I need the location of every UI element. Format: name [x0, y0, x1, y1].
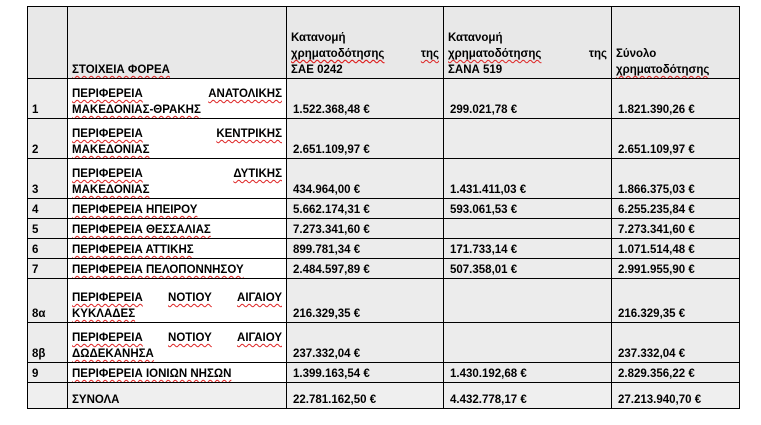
organization-name — [68, 219, 287, 239]
header-total-funding — [612, 7, 740, 79]
organization-name-word: ΔΥΤΙΚΗΣ — [233, 168, 282, 180]
organization-name-line: ΠΕΡΙΦΕΡΕΙΑ ΘΕΣΣΑΛΙΑΣ — [72, 224, 211, 236]
organization-name-word: ΠΕΡΙΦΕΡΕΙΑ — [72, 88, 143, 100]
organization-name-word: ΝΟΤΙΟΥ — [168, 292, 212, 304]
funding-table — [27, 6, 740, 409]
organization-name-word: ΠΕΡΙΦΕΡΕΙΑ — [72, 292, 143, 304]
header-organization — [68, 7, 287, 79]
sae-allocation-value: 7.273.341,60 € — [287, 219, 444, 239]
organization-name — [68, 279, 287, 323]
organization-name-line: ΜΑΚΕΔΟΝΙΑΣ — [72, 184, 150, 196]
organization-name — [68, 323, 287, 363]
sana-allocation-value: 299.021,78 € — [444, 79, 612, 119]
totals-label: ΣΥΝΟΛΑ — [68, 383, 287, 409]
organization-name-line: ΠΕΡΙΦΕΡΕΙΑ ΑΤΤΙΚΗΣ — [72, 244, 194, 256]
sae-allocation-value: 899.781,34 € — [287, 239, 444, 259]
row-index: 2 — [28, 119, 68, 159]
sana-allocation-value: 593.061,53 € — [444, 199, 612, 219]
total-funding-value: 1.071.514,48 € — [612, 239, 740, 259]
header-sana-allocation — [444, 7, 612, 79]
organization-name — [68, 79, 287, 119]
header-index-cell — [28, 7, 68, 79]
totals-row — [28, 383, 740, 409]
sana-allocation-value — [444, 219, 612, 239]
organization-name-line — [72, 126, 282, 142]
organization-name-line — [72, 166, 282, 182]
header-total-line-1: Σύνολο — [616, 48, 657, 60]
organization-name — [68, 363, 287, 383]
total-funding-value: 1.866.375,03 € — [612, 159, 740, 199]
organization-name-line: ΜΑΚΕΔΟΝΙΑΣ-ΘΡΑΚΗΣ — [72, 104, 201, 116]
total-funding-value: 7.273.341,60 € — [612, 219, 740, 239]
row-index: 8β — [28, 323, 68, 363]
sae-allocation-value: 434.964,00 € — [287, 159, 444, 199]
header-sae-line-3: ΣΑΕ 0242 — [291, 64, 343, 76]
header-organization-label: ΣΤΟΙΧΕΙΑ ΦΟΡΕΑ — [72, 64, 170, 76]
total-funding-value: 2.651.109,97 € — [612, 119, 740, 159]
organization-name-word: ΠΕΡΙΦΕΡΕΙΑ — [72, 168, 143, 180]
sana-allocation-value — [444, 119, 612, 159]
organization-name — [68, 259, 287, 279]
sana-allocation-value — [444, 323, 612, 363]
organization-name-word: ΠΕΡΙΦΕΡΕΙΑ — [72, 332, 143, 344]
organization-name-word: ΠΕΡΙΦΕΡΕΙΑ — [72, 128, 143, 140]
totals-sana-value: 4.432.778,17 € — [444, 383, 612, 409]
total-funding-value: 216.329,35 € — [612, 279, 740, 323]
organization-name — [68, 239, 287, 259]
table-row — [28, 363, 740, 383]
row-index: 3 — [28, 159, 68, 199]
header-sae-line-2: χρηματοδότησης της — [291, 48, 439, 60]
header-sae-line-1: Κατανομή — [291, 32, 346, 44]
row-index: 7 — [28, 259, 68, 279]
organization-name-word: ΑΝΑΤΟΛΙΚΗΣ — [208, 88, 282, 100]
table-row — [28, 259, 740, 279]
row-index: 1 — [28, 79, 68, 119]
table-row — [28, 119, 740, 159]
organization-name-line: ΜΑΚΕΔΟΝΙΑΣ — [72, 144, 150, 156]
table-row — [28, 79, 740, 119]
header-row — [28, 7, 740, 79]
row-index: 4 — [28, 199, 68, 219]
organization-name-line: ΠΕΡΙΦΕΡΕΙΑ ΙΟΝΙΩΝ ΝΗΣΩΝ — [72, 368, 232, 380]
sae-allocation-value: 2.651.109,97 € — [287, 119, 444, 159]
header-total-line-2: χρηματοδότησης — [616, 64, 710, 76]
table-row — [28, 323, 740, 363]
sana-allocation-value: 171.733,14 € — [444, 239, 612, 259]
row-index: 5 — [28, 219, 68, 239]
sae-allocation-value: 2.484.597,89 € — [287, 259, 444, 279]
sae-allocation-value: 237.332,04 € — [287, 323, 444, 363]
sae-allocation-value: 5.662.174,31 € — [287, 199, 444, 219]
table-row — [28, 199, 740, 219]
sae-allocation-value: 1.399.163,54 € — [287, 363, 444, 383]
organization-name-word: ΝΟΤΙΟΥ — [168, 332, 212, 344]
totals-index — [28, 383, 68, 409]
row-index: 9 — [28, 363, 68, 383]
table-row — [28, 159, 740, 199]
organization-name-line — [72, 330, 282, 346]
organization-name — [68, 159, 287, 199]
total-funding-value: 2.829.356,22 € — [612, 363, 740, 383]
sana-allocation-value: 1.431.411,03 € — [444, 159, 612, 199]
organization-name-line: ΠΕΡΙΦΕΡΕΙΑ ΗΠΕΙΡΟΥ — [72, 204, 198, 216]
header-sana-line-3: ΣΑΝΑ 519 — [448, 64, 503, 76]
totals-sae-value: 22.781.162,50 € — [287, 383, 444, 409]
sana-allocation-value: 1.430.192,68 € — [444, 363, 612, 383]
organization-name-line — [72, 290, 282, 306]
row-index: 6 — [28, 239, 68, 259]
organization-name — [68, 199, 287, 219]
organization-name-word: ΑΙΓΑΙΟΥ — [237, 292, 282, 304]
table-row — [28, 279, 740, 323]
organization-name — [68, 119, 287, 159]
total-funding-value: 6.255.235,84 € — [612, 199, 740, 219]
header-sana-line-2: χρηματοδότησης της — [448, 48, 607, 60]
header-sae-allocation — [287, 7, 444, 79]
totals-total-value: 27.213.940,70 € — [612, 383, 740, 409]
table-row — [28, 219, 740, 239]
organization-name-line: ΔΩΔΕΚΑΝΗΣΑ — [72, 348, 154, 360]
total-funding-value: 2.991.955,90 € — [612, 259, 740, 279]
header-sana-line-1: Κατανομή — [448, 32, 503, 44]
sae-allocation-value: 1.522.368,48 € — [287, 79, 444, 119]
table-row — [28, 239, 740, 259]
organization-name-line — [72, 86, 282, 102]
organization-name-word: ΑΙΓΑΙΟΥ — [237, 332, 282, 344]
sana-allocation-value — [444, 279, 612, 323]
total-funding-value: 237.332,04 € — [612, 323, 740, 363]
sae-allocation-value: 216.329,35 € — [287, 279, 444, 323]
sana-allocation-value: 507.358,01 € — [444, 259, 612, 279]
organization-name-line: ΠΕΡΙΦΕΡΕΙΑ ΠΕΛΟΠΟΝΝΗΣΟΥ — [72, 264, 244, 276]
total-funding-value: 1.821.390,26 € — [612, 79, 740, 119]
organization-name-line: ΚΥΚΛΑΔΕΣ — [72, 308, 136, 320]
organization-name-word: ΚΕΝΤΡΙΚΗΣ — [216, 128, 282, 140]
row-index: 8α — [28, 279, 68, 323]
